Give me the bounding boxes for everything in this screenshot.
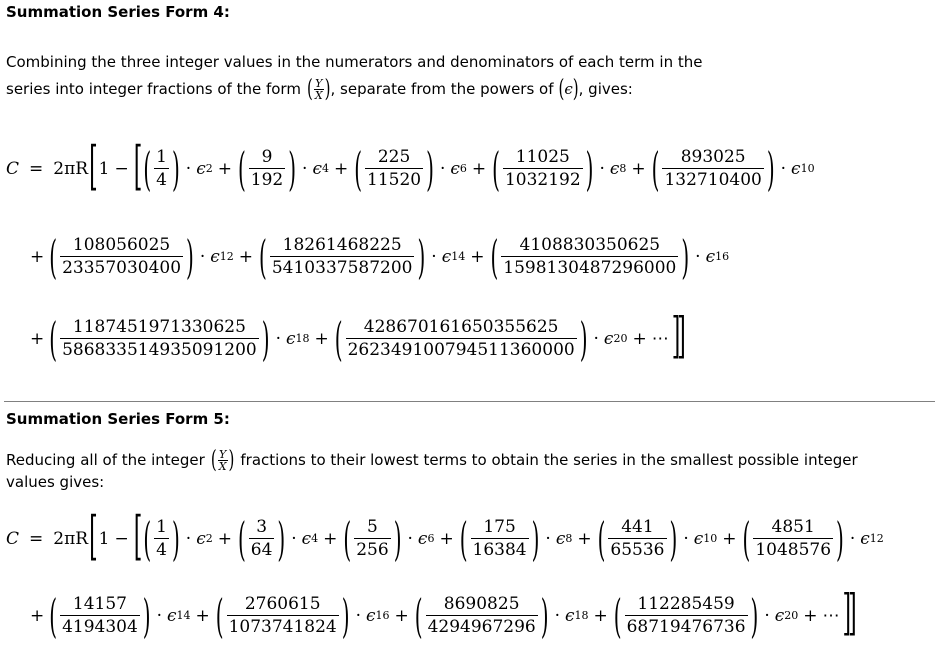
plus-sign: + <box>577 528 592 549</box>
close-paren: ) <box>426 140 434 197</box>
close-paren: ) <box>681 228 690 285</box>
series-term: ( $\frac{11025}{1032192}$ ) · ϵ 8 <box>492 140 627 197</box>
denominator: 65536 <box>610 540 665 560</box>
numerator: 441 <box>621 517 654 537</box>
one: 1 <box>98 158 110 179</box>
open-paren: ( <box>334 310 343 367</box>
open-paren: ( <box>343 510 352 567</box>
denominator: 4 <box>156 540 167 560</box>
series-term: ( $\frac{3}{64}$ ) · ϵ 4 <box>237 510 319 567</box>
form4-description-line1: Combining the three integer values in the numerators and denominators of each term in the <box>6 53 703 71</box>
denominator: 23357030400 <box>62 258 182 278</box>
close-paren: ) <box>750 587 759 644</box>
equals-sign: = <box>29 158 44 179</box>
dot-operator: · <box>695 246 701 267</box>
numerator: 428670161650355625 <box>363 317 559 337</box>
denominator: 68719476736 <box>626 617 746 637</box>
denominator: 64 <box>250 540 273 560</box>
numerator: 4108830350625 <box>519 235 661 255</box>
form5-equation-line1 <box>6 507 884 568</box>
form5-text-b: fractions to their lowest terms to obtain the series in the smallest possible integer <box>240 450 858 469</box>
open-bracket-inner: [ <box>133 137 143 198</box>
close-paren: ) <box>669 510 678 567</box>
open-bracket: [ <box>89 137 98 198</box>
numerator: 2760615 <box>244 594 321 614</box>
epsilon: ϵ <box>301 528 312 549</box>
open-paren: ( <box>597 510 606 567</box>
dot-operator: · <box>275 328 281 349</box>
open-paren: ( <box>490 228 499 285</box>
form4-equation-line3 <box>30 309 683 367</box>
plus-sign: + <box>722 528 737 549</box>
denominator: 1073741824 <box>228 617 337 637</box>
close-paren: ) <box>540 587 549 644</box>
fraction <box>249 148 285 189</box>
series-term: ( $\frac{108056025}{23357030400}$ ) · ϵ 12 <box>49 228 234 285</box>
form4-text-a: series into integer fractions of the form <box>6 79 301 98</box>
fraction <box>249 518 275 559</box>
epsilon: ϵ <box>564 605 575 626</box>
close-paren: ) <box>171 510 180 567</box>
plus-sign: + <box>394 605 409 626</box>
series-term: ( $\frac{5}{256}$ ) · ϵ 6 <box>343 510 435 567</box>
fraction <box>608 518 666 559</box>
open-bracket: [ <box>89 507 98 568</box>
numerator: 1 <box>156 517 167 537</box>
dot-operator: · <box>599 158 605 179</box>
plus-sign: + <box>333 158 349 179</box>
form5-heading: Summation Series Form 5: <box>6 410 230 428</box>
plus-sign: + <box>323 528 338 549</box>
close-paren: ) <box>836 510 844 567</box>
minus-sign: − <box>114 528 129 549</box>
epsilon: ϵ <box>441 246 452 267</box>
epsilon-inline: ( ϵ ) <box>558 73 579 103</box>
open-paren: ( <box>49 228 58 285</box>
form5-equation-line2 <box>30 586 854 644</box>
denominator: 586833514935091200 <box>62 340 257 360</box>
fraction <box>753 518 833 559</box>
open-paren: ( <box>613 587 622 644</box>
dot-operator: · <box>554 605 560 626</box>
epsilon: ϵ <box>450 158 460 179</box>
epsilon: ϵ <box>196 158 206 179</box>
denominator: 4294967296 <box>427 617 536 637</box>
fraction <box>154 148 169 189</box>
denominator: 192 <box>250 170 284 190</box>
epsilon: ϵ <box>312 158 322 179</box>
epsilon: ϵ <box>285 328 296 349</box>
form4-equation-line1 <box>6 137 815 198</box>
open-paren: ( <box>742 510 751 567</box>
plus-sign: + <box>30 605 45 626</box>
numerator: 8690825 <box>443 594 520 614</box>
fraction <box>154 518 169 559</box>
open-paren: ( <box>459 510 468 567</box>
numerator: 175 <box>483 517 516 537</box>
series-term: ( $\frac{428670161650355625}{262349100794511360000}$ ) · ϵ 20 <box>334 310 628 367</box>
dot-operator: · <box>291 528 297 549</box>
yx-fraction-inline: ( Y X ) <box>210 444 235 474</box>
dot-operator: · <box>407 528 413 549</box>
open-paren: ( <box>237 140 246 197</box>
dot-operator: · <box>545 528 551 549</box>
fraction <box>365 148 423 189</box>
series-term: ( $\frac{8690825}{4294967296}$ ) · ϵ 18 <box>414 587 589 644</box>
plus-sign: + <box>470 246 485 267</box>
close-paren: ) <box>417 228 426 285</box>
epsilon: ϵ <box>365 605 376 626</box>
close-paren: ) <box>766 140 775 197</box>
series-term: ( $\frac{175}{16384}$ ) · ϵ 8 <box>459 510 573 567</box>
form5-text-a: Reducing all of the integer <box>6 450 205 469</box>
numerator: 11025 <box>515 147 570 167</box>
fraction <box>346 318 577 359</box>
dot-operator: · <box>593 328 599 349</box>
epsilon: ϵ <box>603 328 614 349</box>
numerator: 18261468225 <box>282 235 402 255</box>
dot-operator: · <box>185 158 192 179</box>
denominator: 16384 <box>472 540 527 560</box>
open-paren: ( <box>259 228 267 285</box>
close-paren: ) <box>393 510 402 567</box>
plus-sign: + <box>803 605 818 626</box>
dot-operator: · <box>683 528 689 549</box>
form4-description-line2 <box>6 75 702 103</box>
equals-sign: = <box>29 528 44 549</box>
plus-sign: + <box>314 328 329 349</box>
fraction <box>501 236 678 277</box>
series-term: ( $\frac{4108830350625}{1598130487296000}$ ) · ϵ 16 <box>490 228 730 285</box>
numerator: 108056025 <box>72 235 171 255</box>
epsilon: ϵ <box>609 158 620 179</box>
numerator: 1187451971330625 <box>72 317 246 337</box>
one: 1 <box>98 528 110 549</box>
fraction <box>625 595 748 636</box>
dot-operator: · <box>849 528 856 549</box>
dot-operator: · <box>199 246 206 267</box>
close-paren: ) <box>341 587 350 644</box>
series-term: ( $\frac{18261468225}{5410337587200}$ ) · ϵ 14 <box>259 228 466 285</box>
plus-sign: + <box>439 528 454 549</box>
fraction <box>426 595 538 636</box>
epsilon: ϵ <box>417 528 428 549</box>
epsilon: ϵ <box>167 605 177 626</box>
ellipsis: ⋯ <box>822 605 840 626</box>
numerator: 4851 <box>771 517 815 537</box>
open-bracket-inner: [ <box>133 507 143 568</box>
open-paren: ( <box>237 510 246 567</box>
close-paren: ) <box>186 228 194 285</box>
open-paren: ( <box>215 587 224 644</box>
epsilon: ϵ <box>196 528 206 549</box>
plus-sign: + <box>30 328 45 349</box>
numerator: 893025 <box>680 147 746 167</box>
form4-equation-line2 <box>30 228 730 285</box>
form4-text-c: , gives: <box>578 79 633 98</box>
epsilon: ϵ <box>693 528 704 549</box>
series-term: ( $\frac{225}{11520}$ ) · ϵ 6 <box>354 140 467 197</box>
series-term: ( $\frac{14157}{4194304}$ ) · ϵ 14 <box>49 587 191 644</box>
minus-sign: − <box>114 158 129 179</box>
lhs-c: C <box>6 528 20 549</box>
plus-sign: + <box>238 246 254 267</box>
denominator: 4 <box>156 170 167 190</box>
yx-fraction-inline: ( Y X ) <box>306 73 331 103</box>
epsilon: ϵ <box>210 246 220 267</box>
series-term: ( $\frac{1}{4}$ ) · ϵ 2 <box>143 510 213 567</box>
fraction <box>60 236 183 277</box>
open-paren: ( <box>651 140 660 197</box>
open-paren: ( <box>49 587 58 644</box>
series-term: ( $\frac{893025}{132710400}$ ) · ϵ 10 <box>651 140 815 197</box>
dot-operator: · <box>302 158 308 179</box>
dot-operator: · <box>156 605 162 626</box>
plus-sign: + <box>593 605 608 626</box>
fraction <box>471 518 529 559</box>
open-paren: ( <box>414 587 423 644</box>
series-term: ( $\frac{1}{4}$ ) · ϵ 2 <box>143 140 213 197</box>
denominator: 1598130487296000 <box>503 258 677 278</box>
plus-sign: + <box>195 605 210 626</box>
close-paren: ) <box>261 310 270 367</box>
open-paren: ( <box>143 510 152 567</box>
numerator: 14157 <box>72 594 127 614</box>
numerator: 3 <box>256 517 268 537</box>
epsilon: ϵ <box>705 246 716 267</box>
dot-operator: · <box>355 605 361 626</box>
lhs-c: C <box>6 158 20 179</box>
epsilon: ϵ <box>555 528 566 549</box>
epsilon: ϵ <box>791 158 801 179</box>
denominator: 1032192 <box>504 170 581 190</box>
fraction <box>503 148 583 189</box>
plus-sign: + <box>631 158 646 179</box>
close-double-bracket: ]] <box>842 586 854 642</box>
dot-operator: · <box>185 528 192 549</box>
numerator: 225 <box>377 147 411 167</box>
denominator: 262349100794511360000 <box>347 340 575 360</box>
open-paren: ( <box>354 140 363 197</box>
plus-sign: + <box>217 158 232 179</box>
form5-description-line1 <box>6 446 858 474</box>
plus-sign: + <box>217 528 232 549</box>
dot-operator: · <box>439 158 446 179</box>
series-term: ( $\frac{4851}{1048576}$ ) · ϵ 12 <box>742 510 884 567</box>
numerator: 5 <box>367 517 378 537</box>
series-term: ( $\frac{9}{192}$ ) · ϵ 4 <box>237 140 329 197</box>
form4-text-b: , separate from the powers of <box>330 79 554 98</box>
close-double-bracket: ]] <box>671 309 683 365</box>
fraction <box>227 595 339 636</box>
open-paren: ( <box>143 140 152 197</box>
form4-description <box>6 50 702 103</box>
close-paren: ) <box>142 587 151 644</box>
close-paren: ) <box>579 310 588 367</box>
numerator: 9 <box>261 147 273 167</box>
ellipsis: ⋯ <box>651 328 669 349</box>
epsilon: ϵ <box>860 528 870 549</box>
fraction <box>270 236 415 277</box>
fraction <box>662 148 763 189</box>
series-term: ( $\frac{441}{65536}$ ) · ϵ 10 <box>597 510 718 567</box>
numerator: 1 <box>156 147 167 167</box>
close-paren: ) <box>585 140 594 197</box>
denominator: 5410337587200 <box>271 258 413 278</box>
dot-operator: · <box>764 605 770 626</box>
two-pi-r: 2πR <box>53 158 89 179</box>
series-term: ( $\frac{112285459}{68719476736}$ ) · ϵ 20 <box>613 587 799 644</box>
denominator: 256 <box>356 540 389 560</box>
denominator: 4194304 <box>62 617 138 637</box>
dot-operator: · <box>431 246 437 267</box>
open-paren: ( <box>49 310 58 367</box>
fraction <box>60 595 140 636</box>
plus-sign: + <box>632 328 647 349</box>
plus-sign: + <box>30 246 45 267</box>
form5-description <box>6 446 858 495</box>
plus-sign: + <box>471 158 487 179</box>
close-paren: ) <box>277 510 286 567</box>
series-term: ( $\frac{2760615}{1073741824}$ ) · ϵ 16 <box>215 587 390 644</box>
epsilon: ϵ <box>774 605 785 626</box>
close-paren: ) <box>288 140 297 197</box>
form5-description-line2: values gives: <box>6 473 105 491</box>
section-divider <box>4 401 935 402</box>
fraction <box>354 518 390 559</box>
dot-operator: · <box>780 158 787 179</box>
numerator: 112285459 <box>637 594 735 614</box>
denominator: 11520 <box>367 170 422 190</box>
series-term: ( $\frac{1187451971330625}{586833514935091200}$ ) · ϵ 18 <box>49 310 310 367</box>
close-paren: ) <box>531 510 540 567</box>
denominator: 132710400 <box>664 170 762 190</box>
close-paren: ) <box>171 140 180 197</box>
denominator: 1048576 <box>755 540 832 560</box>
form4-heading: Summation Series Form 4: <box>6 3 230 21</box>
open-paren: ( <box>492 140 500 197</box>
two-pi-r: 2πR <box>53 528 89 549</box>
fraction <box>60 318 259 359</box>
